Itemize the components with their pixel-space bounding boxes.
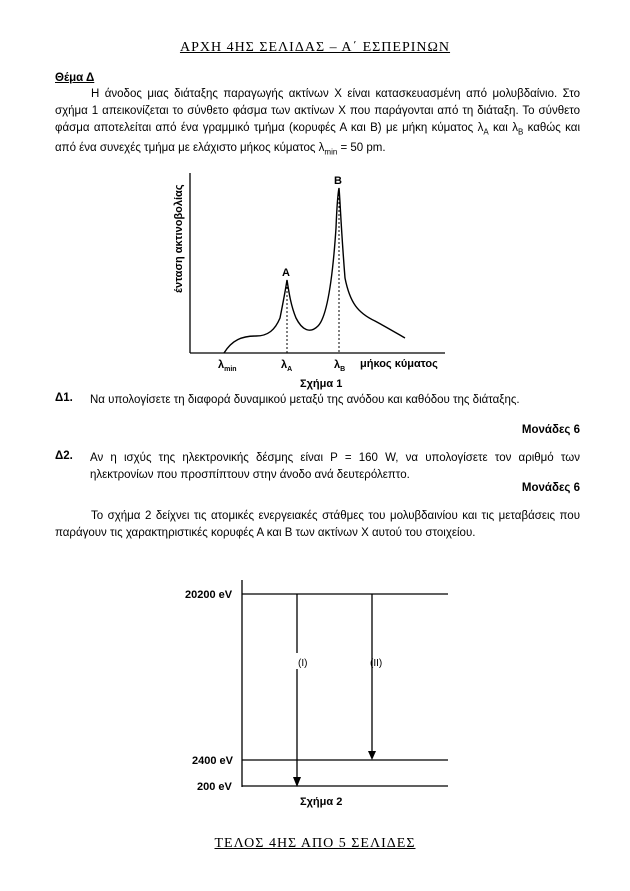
- question-d1-text: Να υπολογίσετε τη διαφορά δυναμικού μεταξύ της ανόδου και καθόδου της διάταξης.: [90, 394, 520, 406]
- figure-2-intro: Το σχήμα 2 δείχνει τις ατομικές ενεργειακές στάθμες του μολυβδαινίου και τις μεταβάσεις που παράγουν τις χαρακτηριστικές κορυφές Α και Β των ακτίνων Χ αυτού του στοιχείου.: [55, 510, 580, 539]
- intro-paragraph: Η άνοδος μιας διάταξης παραγωγής ακτίνων Χ είναι κατασκευασμένη από μολυβδαίνιο. Στο σχήμα 1 απεικονίζεται το σύνθετο φάσμα των ακτίνων Χ που παράγονται από τη διάταξη. Το σύνθετο φάσμα αποτελείται από ένα γραμμικό τμήμα (κορυφές Α και Β) με μήκη κύματος $\lambda_A$ και $\lambda_B$ καθώς και από ένα συνεχές τμήμα με ελάχιστο μήκος κύματος $\lambda_{min} = 50$ pm.: [55, 88, 580, 157]
- figure-2-caption: Σχήμα 2: [300, 796, 343, 808]
- level-200-label: 200 eV: [197, 781, 232, 793]
- tick-lambda-a: $\lambda_A$: [281, 359, 293, 373]
- level-20200-label: 20200 eV: [185, 589, 233, 601]
- question-d1-number: Δ1.: [55, 392, 73, 404]
- y-axis-label: ένταση ακτινοβολίας: [173, 184, 185, 293]
- figure-1-caption: Σχήμα 1: [300, 378, 343, 390]
- transition-i-label: (Ι): [298, 658, 308, 669]
- tick-lambda-min: $\lambda_{min}$: [218, 359, 237, 373]
- question-d2-marks: Μονάδες 6: [521, 482, 580, 494]
- transition-ii-arrowhead: [368, 751, 376, 760]
- level-2400-label: 2400 eV: [192, 755, 233, 767]
- question-d2-number: Δ2.: [55, 450, 73, 462]
- page-footer: ΤΕΛΟΣ 4ΗΣ ΑΠΟ 5 ΣΕΛΙΔΕΣ: [214, 836, 416, 851]
- spectrum-curve: [224, 188, 405, 353]
- x-axis-label: μήκος κύματος: [360, 358, 438, 370]
- figure-1-spectrum: [160, 168, 460, 393]
- transition-ii-label: (ΙΙ): [370, 658, 383, 669]
- peak-a-label: Α: [282, 267, 290, 279]
- peak-b-label: Β: [334, 175, 342, 187]
- question-d1-marks: Μονάδες 6: [521, 424, 580, 436]
- tick-lambda-b: $\lambda_B$: [334, 359, 346, 373]
- figure-2-energy-levels: [180, 575, 460, 810]
- page-header: ΑΡΧΗ 4ΗΣ ΣΕΛΙΔΑΣ – Α΄ ΕΣΠΕΡΙΝΩΝ: [179, 40, 451, 55]
- theme-title: Θέμα Δ: [55, 72, 95, 84]
- question-d2-text: Αν η ισχύς της ηλεκτρονικής δέσμης είναι P = 160 W, να υπολογίσετε τον αριθμό των ηλεκτρονίων που προσπίπτουν στην άνοδο ανά δευτερόλεπτο.: [90, 452, 580, 481]
